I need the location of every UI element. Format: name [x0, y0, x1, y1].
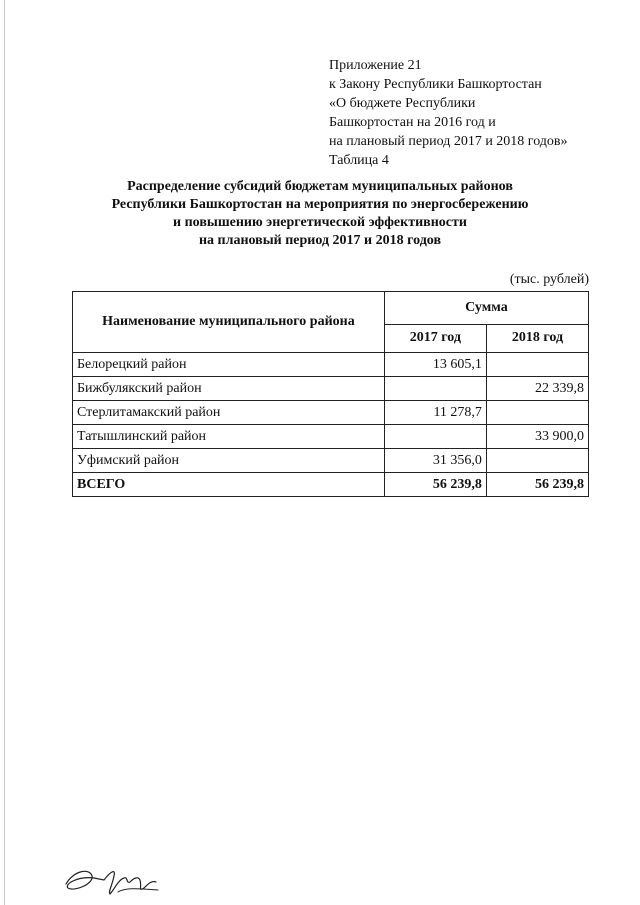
document-title: [60, 178, 580, 250]
amount-2018: [486, 401, 588, 425]
appendix-line: Башкортостан на 2016 год и: [329, 115, 496, 130]
header-sum: Сумма: [384, 292, 588, 325]
title-line: и повышению энергетической эффективности: [173, 215, 467, 230]
amount-2017: [384, 425, 486, 449]
header-district-name: Наименование муниципального района: [73, 292, 385, 353]
amount-2017: 11 278,7: [384, 401, 486, 425]
district-name: Белорецкий район: [73, 353, 385, 377]
amount-2017: 31 356,0: [384, 449, 486, 473]
amount-2018: 33 900,0: [486, 425, 588, 449]
title-line: на плановый период 2017 и 2018 годов: [198, 233, 442, 248]
district-name: Стерлитамакский район: [73, 401, 385, 425]
title-line: Республики Башкортостан на мероприятия по энергосбережению: [111, 197, 529, 212]
district-name: Уфимский район: [73, 449, 385, 473]
total-2017: 56 239,8: [384, 473, 486, 497]
units-label: (тыс. рублей): [509, 272, 589, 287]
appendix-line: на плановый период 2017 и 2018 годов»: [329, 134, 568, 149]
appendix-line: «О бюджете Республики: [329, 96, 476, 111]
amount-2018: 22 339,8: [486, 377, 588, 401]
appendix-line: к Закону Республики Башкортостан: [329, 77, 542, 92]
table-row: [73, 377, 589, 401]
appendix-line: Приложение 21: [329, 58, 422, 73]
amount-2017: 13 605,1: [384, 353, 486, 377]
table-row: [73, 353, 589, 377]
amount-2018: [486, 449, 588, 473]
district-name: Татышлинский район: [73, 425, 385, 449]
title-line: Распределение субсидий бюджетам муниципальных районов: [127, 179, 513, 194]
header-year-2018: 2018 год: [486, 324, 588, 352]
subsidies-table: [72, 291, 589, 497]
page-edge: [4, 0, 5, 905]
table-row: [73, 401, 589, 425]
amount-2017: [384, 377, 486, 401]
total-2018: 56 239,8: [486, 473, 588, 497]
appendix-note: [329, 56, 568, 170]
appendix-table-number: Таблица 4: [329, 153, 389, 168]
total-row: [73, 473, 589, 497]
amount-2018: [486, 353, 588, 377]
header-year-2017: 2017 год: [384, 324, 486, 352]
table-row: [73, 449, 589, 473]
signature-icon: [60, 862, 172, 903]
table-row: [73, 425, 589, 449]
district-name: Бижбулякский район: [73, 377, 385, 401]
total-label: ВСЕГО: [73, 473, 385, 497]
